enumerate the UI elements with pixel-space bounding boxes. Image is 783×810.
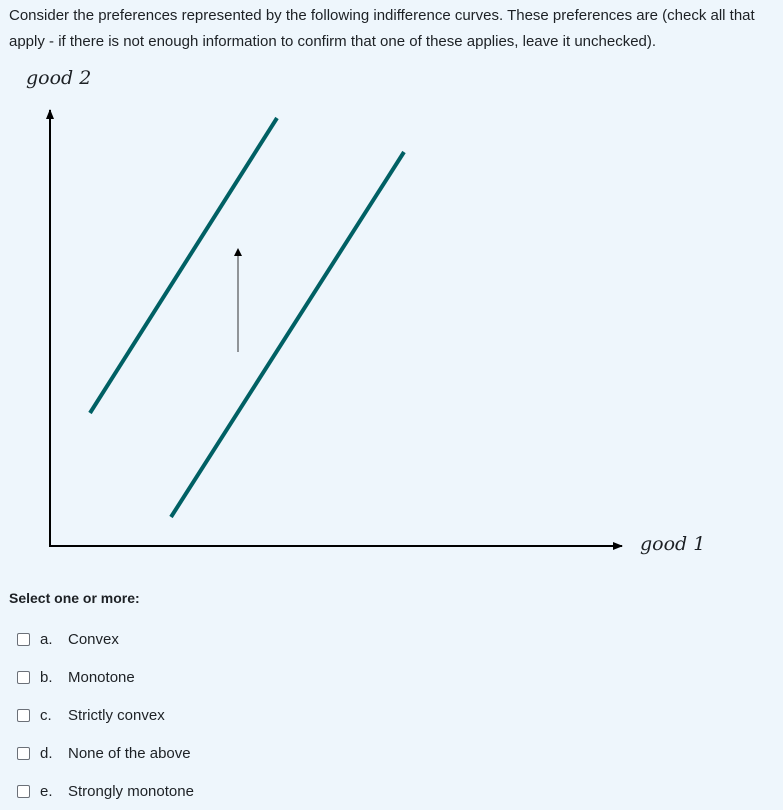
option-letter: c. <box>40 706 52 724</box>
option-letter: e. <box>40 782 53 800</box>
option-label: Strictly convex <box>68 706 165 724</box>
y-axis-label: good 2 <box>26 67 92 89</box>
option-strictly-convex[interactable] <box>17 696 194 734</box>
option-letter: b. <box>40 668 53 686</box>
question-text: Consider the preferences represented by the following indifference curves. These preferences are (check all that apply - if there is not enough information to confirm that one of these applies, leave it unchecked). <box>9 7 755 50</box>
option-strictly-convex-checkbox[interactable] <box>17 709 30 722</box>
select-prompt: Select one or more: <box>9 590 140 606</box>
option-monotone[interactable] <box>17 658 194 696</box>
option-convex-checkbox[interactable] <box>17 633 30 646</box>
option-label: Monotone <box>68 668 135 686</box>
option-none-of-the-above-checkbox[interactable] <box>17 747 30 760</box>
option-strongly-monotone-checkbox[interactable] <box>17 785 30 798</box>
indifference-curve-2 <box>171 152 404 517</box>
option-label: None of the above <box>68 744 191 762</box>
x-axis-label: good 1 <box>640 533 706 555</box>
answer-options <box>17 620 194 810</box>
option-strongly-monotone[interactable] <box>17 772 194 810</box>
indifference-curve-1 <box>90 118 277 413</box>
option-label: Strongly monotone <box>68 782 194 800</box>
option-letter: a. <box>40 630 53 648</box>
option-letter: d. <box>40 744 53 762</box>
option-label: Convex <box>68 630 119 648</box>
option-convex[interactable] <box>17 620 194 658</box>
option-none-of-the-above[interactable] <box>17 734 194 772</box>
indifference-curve-diagram <box>0 60 783 570</box>
option-monotone-checkbox[interactable] <box>17 671 30 684</box>
